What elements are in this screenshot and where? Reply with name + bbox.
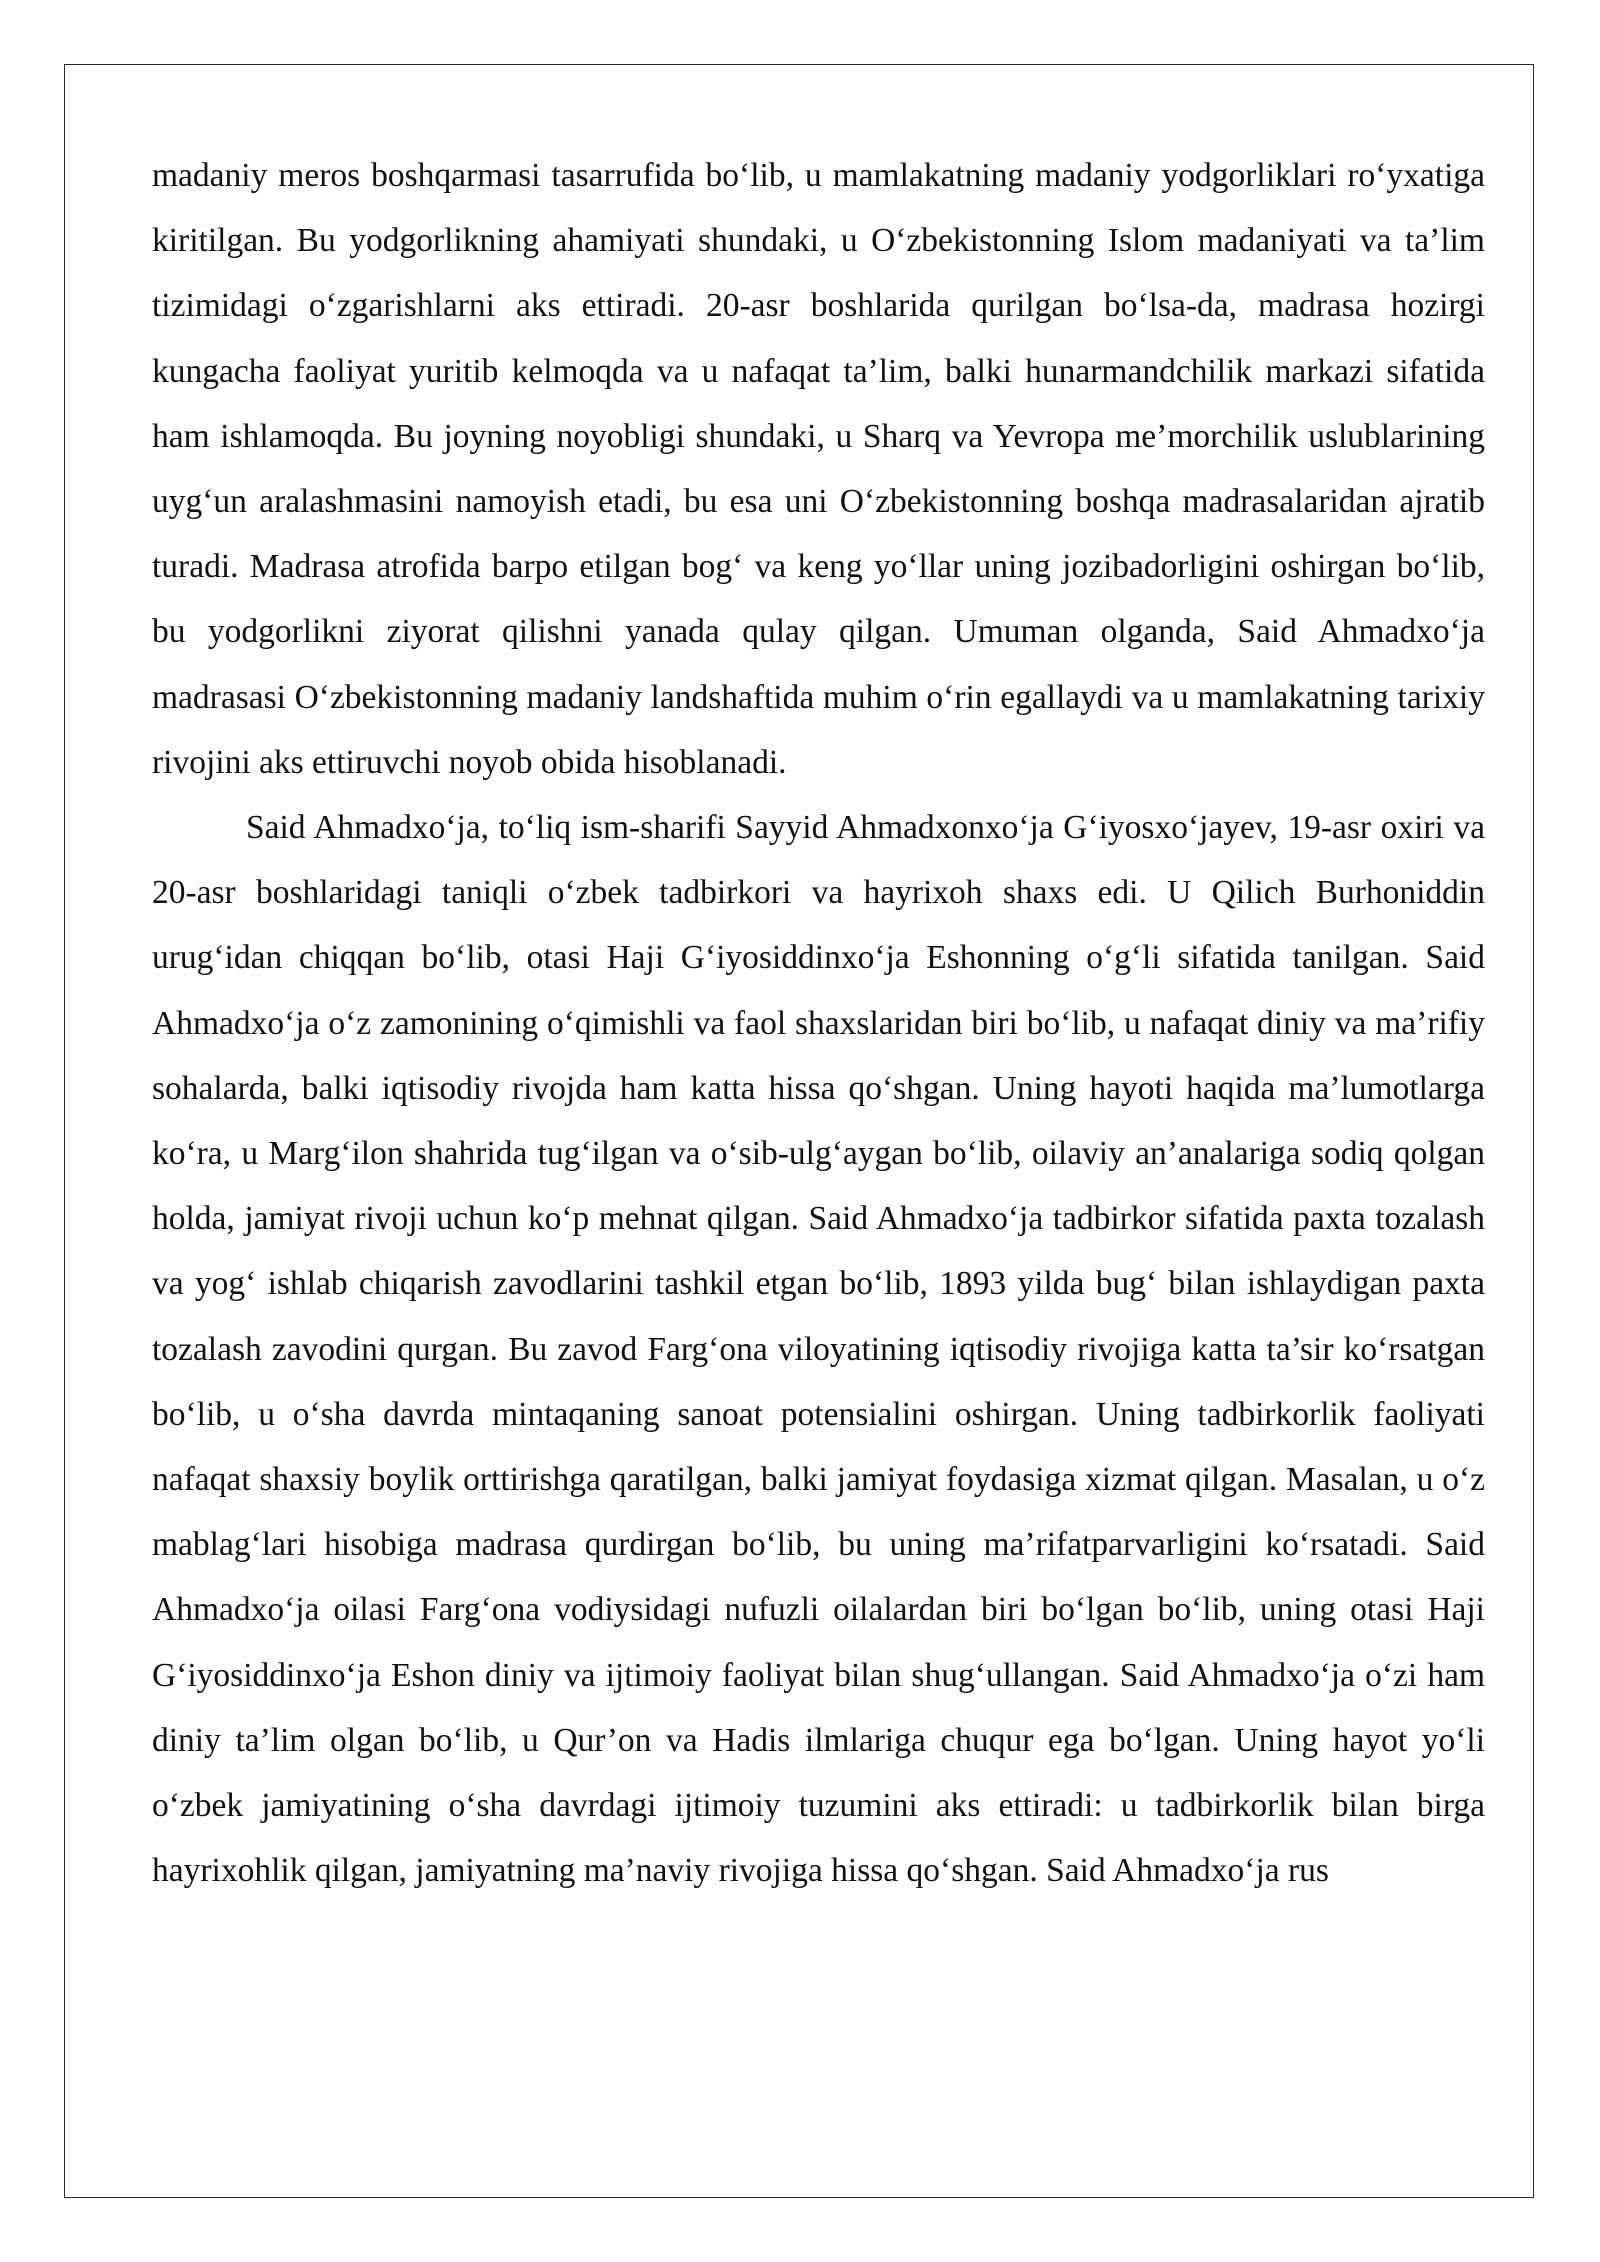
paragraph-madrasa-significance: madaniy meros boshqarmasi tasarrufida bo‘lib, u mamlakatning madaniy yodgorliklari ro‘yxatiga kiritilgan. Bu yodgorlikning ahamiyati shundaki, u O‘zbekistonning Islom madaniyati va ta’lim tizimidagi o‘zgarishlarni aks ettiradi. 20-asr boshlarida qurilgan bo‘lsa-da, madrasa hozirgi kungacha faoliyat yuritib kelmoqda va u nafaqat ta’lim, balki hunarmandchilik markazi sifatida ham ishlamoqda. Bu joyning noyobligi shundaki, u Sharq va Yevropa me’morchilik uslublarining uyg‘un aralashmasini namoyish etadi, bu esa uni O‘zbekistonning boshqa madrasalaridan ajratib turadi. Madrasa atrofida barpo etilgan bog‘ va keng yo‘llar uning jozibadorligini oshirgan bo‘lib, bu yodgorlikni ziyorat qilishni yanada qulay qilgan. Umuman olganda, Said Ahmadxo‘ja madrasasi O‘zbekistonning madaniy landshaftida muhim o‘rin egallaydi va u mamlakatning tarixiy rivojini aks ettiruvchi noyob obida hisoblanadi. xyxy=(152,157,1485,781)
paragraph-said-ahmadxoja-biography: Said Ahmadxo‘ja, to‘liq ism-sharifi Sayyid Ahmadxonxo‘ja G‘iyosxo‘jayev, 19-asr oxiri va 20-asr boshlaridagi taniqli o‘zbek tadbirkori va hayrixoh shaxs edi. U Qilich Burhoniddin urug‘idan chiqqan bo‘lib, otasi Haji G‘iyosiddinxo‘ja Eshonning o‘g‘li sifatida tanilgan. Said Ahmadxo‘ja o‘z zamonining o‘qimishli va faol shaxslaridan biri bo‘lib, u nafaqat diniy va ma’rifiy sohalarda, balki iqtisodiy rivojda ham katta hissa qo‘shgan. Uning hayoti haqida ma’lumotlarga ko‘ra, u Marg‘ilon shahrida tug‘ilgan va o‘sib-ulg‘aygan bo‘lib, oilaviy an’analariga sodiq qolgan holda, jamiyat rivoji uchun ko‘p mehnat qilgan. Said Ahmadxo‘ja tadbirkor sifatida paxta tozalash va yog‘ ishlab chiqarish zavodlarini tashkil etgan bo‘lib, 1893 yilda bug‘ bilan ishlaydigan paxta tozalash zavodini qurgan. Bu zavod Farg‘ona viloyatining iqtisodiy rivojiga katta ta’sir ko‘rsatgan bo‘lib, u o‘sha davrda mintaqaning sanoat potensialini oshirgan. Uning tadbirkorlik faoliyati nafaqat shaxsiy boylik orttirishga qaratilgan, balki jamiyat foydasiga xizmat qilgan. Masalan, u o‘z mablag‘lari hisobiga madrasa qurdirgan bo‘lib, bu uning ma’rifatparvarligini ko‘rsatadi. Said Ahmadxo‘ja oilasi Farg‘ona vodiysidagi nufuzli oilalardan biri bo‘lgan bo‘lib, uning otasi Haji G‘iyosiddinxo‘ja Eshon diniy va ijtimoiy faoliyat bilan shug‘ullangan. Said Ahmadxo‘ja o‘zi ham diniy ta’lim olgan bo‘lib, u Qur’on va Hadis ilmlariga chuqur ega bo‘lgan. Uning hayot yo‘li o‘zbek jamiyatining o‘sha davrdagi ijtimoiy tuzumini aks ettiradi: u tadbirkorlik bilan birga hayrixohlik qilgan, jamiyatning ma’naviy rivojiga hissa qo‘shgan. Said Ahmadxo‘ja rus xyxy=(152,809,1485,1890)
document-body xyxy=(152,143,1485,1903)
